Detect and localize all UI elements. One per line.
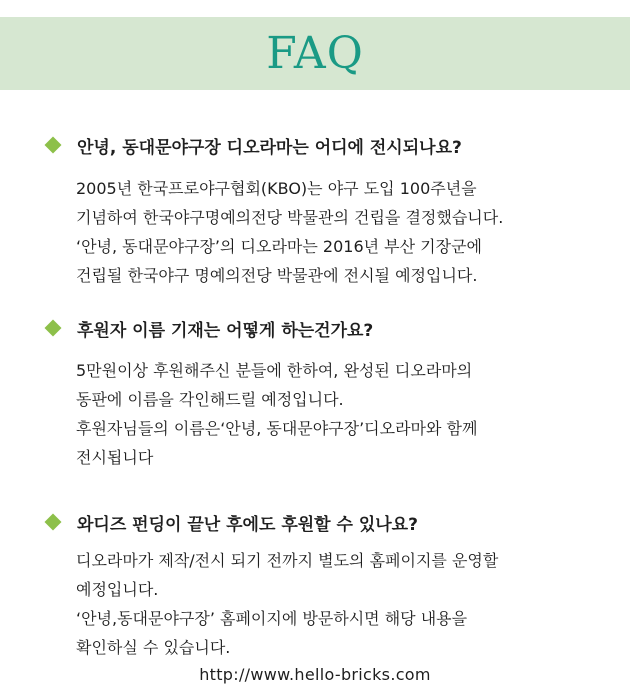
question-text: 안녕, 동대문야구장 디오라마는 어디에 전시되나요? bbox=[77, 137, 462, 158]
diamond-bullet-icon bbox=[45, 514, 62, 531]
page-title: FAQ bbox=[266, 28, 364, 79]
faq-answer-1 bbox=[76, 174, 503, 290]
answer-line: 후원자님들의 이름은‘안녕, 동대문야구장’디오라마와 함께 bbox=[76, 419, 478, 438]
answer-line: ‘안녕, 동대문야구장’의 디오라마는 2016년 부산 기장군에 bbox=[76, 237, 482, 256]
answer-line: 전시됩니다 bbox=[76, 448, 154, 467]
diamond-bullet-icon bbox=[45, 320, 62, 337]
answer-line: 기념하여 한국야구명예의전당 박물관의 건립을 결정했습니다. bbox=[76, 208, 504, 227]
answer-line: 5만원이상 후원해주신 분들에 한하여, 완성된 디오라마의 bbox=[76, 361, 473, 380]
answer-line: 건립될 한국야구 명예의전당 박물관에 전시될 예정입니다. bbox=[76, 266, 478, 285]
faq-answer-3 bbox=[76, 546, 498, 662]
answer-line: 2005년 한국프로야구협회(KBO)는 야구 도입 100주년을 bbox=[76, 179, 477, 198]
answer-line: 디오라마가 제작/전시 되기 전까지 별도의 홈페이지를 운영할 bbox=[76, 551, 499, 570]
diamond-bullet-icon bbox=[45, 137, 62, 154]
answer-line: 동판에 이름을 각인해드릴 예정입니다. bbox=[76, 390, 344, 409]
faq-question-3 bbox=[44, 508, 418, 536]
question-text: 와디즈 펀딩이 끝난 후에도 후원할 수 있나요? bbox=[77, 514, 418, 535]
answer-line: 확인하실 수 있습니다. bbox=[76, 638, 231, 657]
question-text: 후원자 이름 기재는 어떻게 하는건가요? bbox=[77, 320, 374, 341]
answer-line: ‘안녕,동대문야구장’ 홈페이지에 방문하시면 해당 내용을 bbox=[76, 609, 468, 628]
faq-question-2 bbox=[44, 314, 373, 342]
faq-question-1 bbox=[44, 131, 462, 159]
answer-line: 예정입니다. bbox=[76, 580, 159, 599]
faq-answer-2 bbox=[76, 356, 477, 472]
website-url: http://www.hello-bricks.com bbox=[199, 665, 431, 684]
